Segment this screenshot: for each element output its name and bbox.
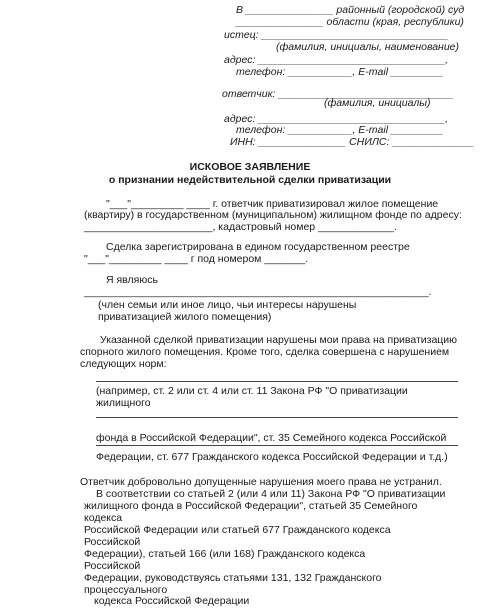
paragraph-2-line-1: Сделка зарегистрирована в едином государственном реестре [106,241,410,253]
blank-line-norm-2 [96,417,458,418]
blank-line-norm-3 [96,445,458,446]
paragraph-1-line-2: (квартиру) в государственном (муниципальном) жилищном фонде по адресу: [84,209,462,221]
paragraph-1-line-3: ______________________, кадастровый номер _____________. [84,221,397,233]
document-subtitle: о признании недействительной сделки приватизации [108,174,392,186]
defendant-hint: (фамилия, инициалы) [324,97,431,109]
defendant-address: адрес: ________________________________, [224,113,449,125]
paragraph-4-line-3: следующих норм: [80,358,167,370]
paragraph-4-line-2: спорного жилого помещения. Кроме того, сделка совершена с нарушением [80,346,450,358]
court-line: В _______________ районный (городской) суд [236,4,465,16]
plaintiff-label: истец: ________________________________ [224,29,449,41]
plaintiff-hint: (фамилия, инициалы, наименование) [276,41,460,53]
paragraph-7-line-3: кодекса [84,512,123,524]
paragraph-3-line-2: ___________________________________________________________. [84,286,432,298]
region-line: _______________ области (края, республики) [236,16,464,28]
document-title: ИСКОВОЕ ЗАЯВЛЕНИЕ [189,161,311,173]
paragraph-2-line-2: "___"_________ ____ г под номером _______. [84,253,309,265]
paragraph-7-line-2: жилищного фонда в Российской Федерации", статьей 35 Семейного [84,500,418,512]
paragraph-7-line-8: Федерации, руководствуясь статьями 131, 132 Гражданского [84,572,382,584]
paragraph-7-line-4: Российской Федерации или статьей 677 Гражданского кодекса [84,524,391,536]
paragraph-3-line-1: Я являюсь [106,274,158,286]
defendant-phone: телефон: ___________, E-mail _________ [236,124,444,136]
paragraph-3-hint-2: приватизацией жилого помещения) [98,311,272,323]
paragraph-7-line-7: Российской [84,560,141,572]
paragraph-5-hint-4: Федерации, ст. 677 Гражданского кодекса Российской Федерации и т.д.) [96,451,448,463]
paragraph-7-line-10: кодекса Российской Федерации [94,595,250,607]
defendant-label: ответчик: ______________________________ [222,88,454,100]
paragraph-7-line-5: Российской [84,536,141,548]
defendant-ids: ИНН: _______________ СНИЛС: ______________ [230,136,475,148]
paragraph-6-line-1: Ответчик добровольно допущенные нарушения моего права не устранил. [80,476,442,488]
plaintiff-address: адрес: ________________________________, [224,54,449,66]
paragraph-4-line-1: Указанной сделкой приватизации нарушены мои права на приватизацию [100,334,458,346]
paragraph-1-line-1: "___"_________ ____ г. ответчик приватизировал жилое помещение [106,198,439,210]
paragraph-5-hint-3: фонда в Российской Федерации", ст. 35 Семейного кодекса Российской [96,432,447,444]
paragraph-7-line-9: процессуального [84,584,168,596]
plaintiff-phone: телефон: ___________, E-mail _________ [236,66,444,78]
paragraph-7-line-1: В соответствии со статьей 2 (или 4 или 11) Закона РФ "О приватизации [96,488,446,500]
paragraph-5-hint-1: (например, ст. 2 или ст. 4 или ст. 11 Закона РФ "О приватизации [96,385,408,397]
paragraph-5-hint-2: жилищного [96,397,151,409]
paragraph-7-line-6: Федерации), статьей 166 (или 168) Гражданского кодекса [84,548,366,560]
paragraph-3-hint-1: (член семьи или иное лицо, чьи интересы нарушены [98,299,357,311]
blank-line-norm-1 [96,381,458,382]
